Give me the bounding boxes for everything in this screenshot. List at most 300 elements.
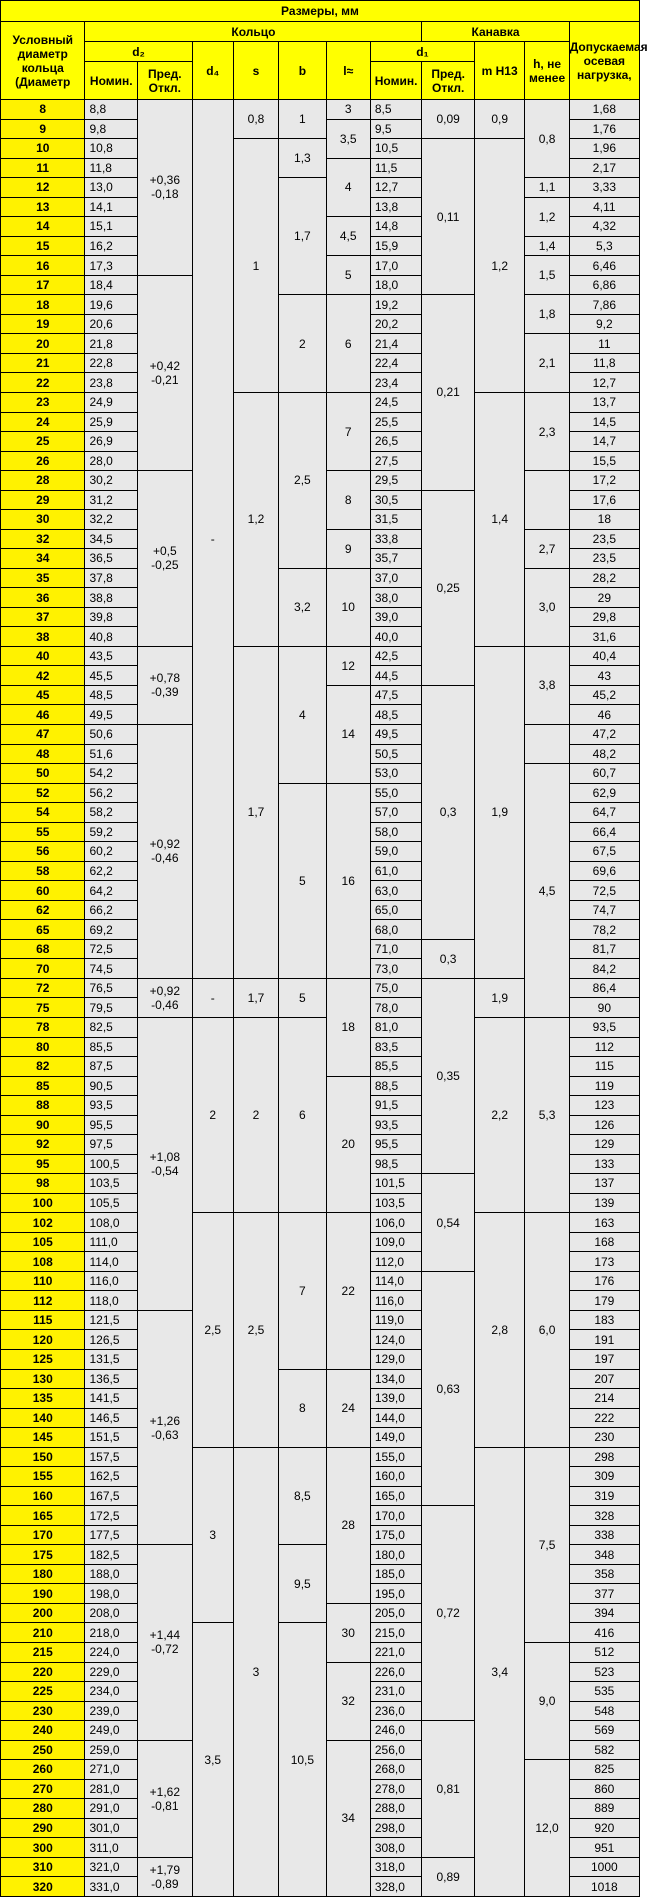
cell-axial-load: 7,86 xyxy=(569,295,639,315)
cell-nominal-diameter: 150 xyxy=(1,1447,85,1467)
cell-nominal-diameter: 125 xyxy=(1,1350,85,1370)
cell-nominal-diameter: 55 xyxy=(1,822,85,842)
cell-d2-nominal: 58,2 xyxy=(85,803,138,823)
cell-d1-nominal: 14,8 xyxy=(370,217,422,237)
header-d1: d₁ xyxy=(370,42,474,62)
cell-nominal-diameter: 80 xyxy=(1,1037,85,1057)
cell-axial-load: 28,2 xyxy=(569,568,639,588)
cell-axial-load: 1018 xyxy=(569,1877,639,1897)
cell-d1-nominal: 53,0 xyxy=(370,764,422,784)
table-row xyxy=(1,295,640,315)
cell-d1-nominal: 58,0 xyxy=(370,822,422,842)
cell-tol-d2: +1,26 -0,63 xyxy=(138,1310,193,1544)
cell-axial-load: 214 xyxy=(569,1389,639,1409)
header-d1-tolerance: Пред. Откл. xyxy=(422,62,475,100)
cell-axial-load: 17,6 xyxy=(569,490,639,510)
cell-nominal-diameter: 220 xyxy=(1,1662,85,1682)
cell-axial-load: 298 xyxy=(569,1447,639,1467)
cell-d1-nominal: 328,0 xyxy=(370,1877,422,1897)
cell-d2-nominal: 51,6 xyxy=(85,744,138,764)
cell-nominal-diameter: 9 xyxy=(1,119,85,139)
cell-axial-load: 173 xyxy=(569,1252,639,1272)
cell-d1-nominal: 19,2 xyxy=(370,295,422,315)
cell-d2-nominal: 9,8 xyxy=(85,119,138,139)
cell-nominal-diameter: 18 xyxy=(1,295,85,315)
cell-d2-nominal: 90,5 xyxy=(85,1076,138,1096)
cell-d1-nominal: 246,0 xyxy=(370,1721,422,1741)
header-groove: Канавка xyxy=(422,22,569,42)
cell-d1-nominal: 12,7 xyxy=(370,178,422,198)
cell-d2-nominal: 72,5 xyxy=(85,939,138,959)
cell-axial-load: 197 xyxy=(569,1350,639,1370)
cell-nominal-diameter: 92 xyxy=(1,1135,85,1155)
cell-l: 8 xyxy=(326,471,370,530)
cell-d4: 3,5 xyxy=(192,1623,233,1896)
cell-d2-nominal: 100,5 xyxy=(85,1154,138,1174)
cell-d1-nominal: 20,2 xyxy=(370,314,422,334)
cell-axial-load: 207 xyxy=(569,1369,639,1389)
cell-b: 2 xyxy=(279,295,326,393)
cell-axial-load: 6,86 xyxy=(569,275,639,295)
cell-d1-nominal: 8,5 xyxy=(370,100,422,120)
cell-nominal-diameter: 28 xyxy=(1,471,85,491)
cell-nominal-diameter: 250 xyxy=(1,1740,85,1760)
cell-d2-nominal: 224,0 xyxy=(85,1642,138,1662)
cell-tol-d1: 0,89 xyxy=(422,1857,475,1896)
cell-axial-load: 14,5 xyxy=(569,412,639,432)
cell-nominal-diameter: 15 xyxy=(1,236,85,256)
cell-nominal-diameter: 70 xyxy=(1,959,85,979)
cell-axial-load: 29,8 xyxy=(569,607,639,627)
cell-h: 1,4 xyxy=(525,236,569,256)
table-row xyxy=(1,568,640,588)
cell-nominal-diameter: 32 xyxy=(1,529,85,549)
cell-d2-nominal: 30,2 xyxy=(85,471,138,491)
header-h: h, не менее xyxy=(525,42,569,100)
cell-nominal-diameter: 42 xyxy=(1,666,85,686)
cell-axial-load: 951 xyxy=(569,1838,639,1858)
cell-m: 2,8 xyxy=(474,1213,524,1447)
cell-d2-nominal: 62,2 xyxy=(85,861,138,881)
cell-d2-nominal: 151,5 xyxy=(85,1428,138,1448)
cell-nominal-diameter: 165 xyxy=(1,1506,85,1526)
cell-s: 2 xyxy=(233,1017,278,1212)
cell-d2-nominal: 105,5 xyxy=(85,1193,138,1213)
cell-nominal-diameter: 140 xyxy=(1,1408,85,1428)
cell-d2-nominal: 281,0 xyxy=(85,1779,138,1799)
cell-d1-nominal: 24,5 xyxy=(370,392,422,412)
cell-d1-nominal: 288,0 xyxy=(370,1799,422,1819)
cell-d1-nominal: 180,0 xyxy=(370,1545,422,1565)
cell-d2-nominal: 126,5 xyxy=(85,1330,138,1350)
cell-d2-nominal: 301,0 xyxy=(85,1818,138,1838)
cell-nominal-diameter: 170 xyxy=(1,1525,85,1545)
cell-d1-nominal: 23,4 xyxy=(370,373,422,393)
cell-l: 4,5 xyxy=(326,217,370,256)
cell-tol-d1: 0,63 xyxy=(422,1271,475,1505)
cell-axial-load: 4,32 xyxy=(569,217,639,237)
cell-nominal-diameter: 12 xyxy=(1,178,85,198)
cell-d2-nominal: 114,0 xyxy=(85,1252,138,1272)
cell-axial-load: 66,4 xyxy=(569,822,639,842)
cell-axial-load: 920 xyxy=(569,1818,639,1838)
cell-axial-load: 74,7 xyxy=(569,900,639,920)
cell-nominal-diameter: 26 xyxy=(1,451,85,471)
cell-l: 12 xyxy=(326,646,370,685)
cell-d4: 2 xyxy=(192,1017,233,1212)
cell-d1-nominal: 13,8 xyxy=(370,197,422,217)
cell-b: 7 xyxy=(279,1213,326,1369)
cell-d2-nominal: 23,8 xyxy=(85,373,138,393)
cell-axial-load: 129 xyxy=(569,1135,639,1155)
cell-d2-nominal: 97,5 xyxy=(85,1135,138,1155)
cell-axial-load: 40,4 xyxy=(569,646,639,666)
cell-d2-nominal: 103,5 xyxy=(85,1174,138,1194)
cell-b: 6 xyxy=(279,1017,326,1212)
cell-axial-load: 126 xyxy=(569,1115,639,1135)
cell-axial-load: 60,7 xyxy=(569,764,639,784)
cell-axial-load: 523 xyxy=(569,1662,639,1682)
cell-d2-nominal: 16,2 xyxy=(85,236,138,256)
cell-d2-nominal: 60,2 xyxy=(85,842,138,862)
cell-d1-nominal: 40,0 xyxy=(370,627,422,647)
cell-d1-nominal: 103,5 xyxy=(370,1193,422,1213)
cell-axial-load: 115 xyxy=(569,1057,639,1077)
cell-l: 6 xyxy=(326,295,370,393)
cell-d2-nominal: 116,0 xyxy=(85,1271,138,1291)
cell-d2-nominal: 66,2 xyxy=(85,900,138,920)
cell-axial-load: 23,5 xyxy=(569,549,639,569)
cell-axial-load: 48,2 xyxy=(569,744,639,764)
cell-axial-load: 31,6 xyxy=(569,627,639,647)
cell-nominal-diameter: 78 xyxy=(1,1017,85,1037)
cell-d1-nominal: 144,0 xyxy=(370,1408,422,1428)
cell-tol-d2: +0,78 -0,39 xyxy=(138,646,193,724)
cell-tol-d1: 0,35 xyxy=(422,978,475,1173)
cell-d1-nominal: 71,0 xyxy=(370,939,422,959)
cell-axial-load: 4,11 xyxy=(569,197,639,217)
cell-d2-nominal: 20,6 xyxy=(85,314,138,334)
cell-b: 5 xyxy=(279,783,326,978)
cell-d2-nominal: 95,5 xyxy=(85,1115,138,1135)
cell-nominal-diameter: 36 xyxy=(1,588,85,608)
cell-d2-nominal: 43,5 xyxy=(85,646,138,666)
header-s: s xyxy=(233,42,278,100)
cell-h xyxy=(525,725,569,764)
cell-d2-nominal: 172,5 xyxy=(85,1506,138,1526)
cell-d4: 2,5 xyxy=(192,1213,233,1447)
cell-tol-d2: +1,62 -0,81 xyxy=(138,1740,193,1857)
cell-tol-d1: 0,25 xyxy=(422,490,475,685)
cell-d1-nominal: 35,7 xyxy=(370,549,422,569)
cell-h: 2,1 xyxy=(525,334,569,393)
cell-axial-load: 183 xyxy=(569,1310,639,1330)
cell-l: 20 xyxy=(326,1076,370,1213)
cell-nominal-diameter: 72 xyxy=(1,978,85,998)
cell-d1-nominal: 68,0 xyxy=(370,920,422,940)
cell-nominal-diameter: 215 xyxy=(1,1642,85,1662)
cell-nominal-diameter: 19 xyxy=(1,314,85,334)
cell-h: 3,0 xyxy=(525,568,569,646)
cell-nominal-diameter: 40 xyxy=(1,646,85,666)
cell-d2-nominal: 69,2 xyxy=(85,920,138,940)
header-d2-tolerance: Пред. Откл. xyxy=(138,62,193,100)
cell-d1-nominal: 61,0 xyxy=(370,861,422,881)
cell-d1-nominal: 49,5 xyxy=(370,725,422,745)
cell-d1-nominal: 170,0 xyxy=(370,1506,422,1526)
cell-axial-load: 569 xyxy=(569,1721,639,1741)
cell-axial-load: 1,76 xyxy=(569,119,639,139)
cell-l: 4 xyxy=(326,158,370,217)
cell-d2-nominal: 79,5 xyxy=(85,998,138,1018)
cell-h: 6,0 xyxy=(525,1213,569,1447)
cell-d2-nominal: 311,0 xyxy=(85,1838,138,1858)
cell-m: 3,4 xyxy=(474,1447,524,1896)
cell-nominal-diameter: 16 xyxy=(1,256,85,276)
cell-d1-nominal: 215,0 xyxy=(370,1623,422,1643)
table-body xyxy=(1,100,640,1897)
cell-d2-nominal: 234,0 xyxy=(85,1682,138,1702)
cell-nominal-diameter: 13 xyxy=(1,197,85,217)
cell-nominal-diameter: 145 xyxy=(1,1428,85,1448)
cell-b: 8,5 xyxy=(279,1447,326,1545)
cell-h: 12,0 xyxy=(525,1760,569,1897)
cell-nominal-diameter: 35 xyxy=(1,568,85,588)
cell-d2-nominal: 249,0 xyxy=(85,1721,138,1741)
cell-axial-load: 1000 xyxy=(569,1857,639,1877)
cell-d2-nominal: 38,8 xyxy=(85,588,138,608)
cell-axial-load: 72,5 xyxy=(569,881,639,901)
cell-tol-d1: 0,11 xyxy=(422,139,475,295)
cell-nominal-diameter: 135 xyxy=(1,1389,85,1409)
cell-d1-nominal: 50,5 xyxy=(370,744,422,764)
cell-tol-d1: 0,09 xyxy=(422,100,475,139)
cell-tol-d1: 0,81 xyxy=(422,1721,475,1858)
cell-b: 4 xyxy=(279,646,326,783)
cell-l: 32 xyxy=(326,1662,370,1740)
header-diameter: Условный диаметр кольца (Диаметр xyxy=(1,22,85,100)
cell-d2-nominal: 17,3 xyxy=(85,256,138,276)
table-row xyxy=(1,1017,640,1037)
cell-l: 9 xyxy=(326,529,370,568)
cell-s: 0,8 xyxy=(233,100,278,139)
cell-d2-nominal: 162,5 xyxy=(85,1467,138,1487)
cell-axial-load: 338 xyxy=(569,1525,639,1545)
cell-d1-nominal: 195,0 xyxy=(370,1584,422,1604)
cell-tol-d1: 0,54 xyxy=(422,1174,475,1272)
cell-d1-nominal: 95,5 xyxy=(370,1135,422,1155)
cell-h: 2,7 xyxy=(525,529,569,568)
cell-d2-nominal: 146,5 xyxy=(85,1408,138,1428)
cell-nominal-diameter: 88 xyxy=(1,1096,85,1116)
cell-d4: - xyxy=(192,100,233,979)
cell-d1-nominal: 78,0 xyxy=(370,998,422,1018)
table-row xyxy=(1,1213,640,1233)
header-m: m H13 xyxy=(474,42,524,100)
header-d4: d₄ xyxy=(192,42,233,100)
header-d1-nominal: Номин. xyxy=(370,62,422,100)
cell-axial-load: 45,2 xyxy=(569,685,639,705)
cell-h: 9,0 xyxy=(525,1642,569,1759)
cell-b: 10,5 xyxy=(279,1623,326,1896)
header-d2-nominal: Номин. xyxy=(85,62,138,100)
header-d2: d₂ xyxy=(85,42,192,62)
cell-nominal-diameter: 45 xyxy=(1,685,85,705)
cell-d2-nominal: 177,5 xyxy=(85,1525,138,1545)
cell-axial-load: 191 xyxy=(569,1330,639,1350)
cell-nominal-diameter: 290 xyxy=(1,1818,85,1838)
cell-axial-load: 13,7 xyxy=(569,392,639,412)
cell-axial-load: 23,5 xyxy=(569,529,639,549)
cell-axial-load: 12,7 xyxy=(569,373,639,393)
cell-d4: - xyxy=(192,978,233,1017)
cell-m: 1,9 xyxy=(474,646,524,978)
cell-axial-load: 112 xyxy=(569,1037,639,1057)
cell-d1-nominal: 55,0 xyxy=(370,783,422,803)
cell-nominal-diameter: 50 xyxy=(1,764,85,784)
cell-tol-d1: 0,3 xyxy=(422,685,475,939)
cell-b: 1 xyxy=(279,100,326,139)
cell-axial-load: 230 xyxy=(569,1428,639,1448)
cell-d1-nominal: 226,0 xyxy=(370,1662,422,1682)
table-title: Размеры, мм xyxy=(1,1,640,22)
cell-d1-nominal: 205,0 xyxy=(370,1603,422,1623)
cell-l: 7 xyxy=(326,392,370,470)
cell-nominal-diameter: 110 xyxy=(1,1271,85,1291)
cell-nominal-diameter: 108 xyxy=(1,1252,85,1272)
cell-d2-nominal: 131,5 xyxy=(85,1350,138,1370)
cell-d1-nominal: 98,5 xyxy=(370,1154,422,1174)
cell-axial-load: 9,2 xyxy=(569,314,639,334)
cell-axial-load: 18 xyxy=(569,510,639,530)
cell-axial-load: 139 xyxy=(569,1193,639,1213)
cell-d1-nominal: 42,5 xyxy=(370,646,422,666)
cell-axial-load: 176 xyxy=(569,1271,639,1291)
cell-d1-nominal: 21,4 xyxy=(370,334,422,354)
cell-axial-load: 309 xyxy=(569,1467,639,1487)
cell-d1-nominal: 57,0 xyxy=(370,803,422,823)
cell-nominal-diameter: 98 xyxy=(1,1174,85,1194)
cell-d2-nominal: 39,8 xyxy=(85,607,138,627)
cell-d1-nominal: 236,0 xyxy=(370,1701,422,1721)
cell-axial-load: 17,2 xyxy=(569,471,639,491)
cell-nominal-diameter: 46 xyxy=(1,705,85,725)
cell-axial-load: 3,33 xyxy=(569,178,639,198)
cell-d1-nominal: 10,5 xyxy=(370,139,422,159)
cell-axial-load: 93,5 xyxy=(569,1017,639,1037)
cell-tol-d2: +1,44 -0,72 xyxy=(138,1545,193,1740)
cell-tol-d2: +0,92 -0,46 xyxy=(138,725,193,979)
cell-d2-nominal: 111,0 xyxy=(85,1232,138,1252)
cell-s: 1,2 xyxy=(233,392,278,646)
cell-nominal-diameter: 8 xyxy=(1,100,85,120)
cell-nominal-diameter: 120 xyxy=(1,1330,85,1350)
cell-axial-load: 6,46 xyxy=(569,256,639,276)
cell-axial-load: 119 xyxy=(569,1076,639,1096)
cell-tol-d1: 0,72 xyxy=(422,1506,475,1721)
cell-d1-nominal: 298,0 xyxy=(370,1818,422,1838)
cell-l: 3,5 xyxy=(326,119,370,158)
cell-d1-nominal: 29,5 xyxy=(370,471,422,491)
cell-tol-d1: 0,21 xyxy=(422,295,475,490)
cell-d1-nominal: 18,0 xyxy=(370,275,422,295)
cell-nominal-diameter: 30 xyxy=(1,510,85,530)
cell-d2-nominal: 37,8 xyxy=(85,568,138,588)
cell-axial-load: 133 xyxy=(569,1154,639,1174)
cell-b: 8 xyxy=(279,1369,326,1447)
cell-d1-nominal: 65,0 xyxy=(370,900,422,920)
cell-d2-nominal: 49,5 xyxy=(85,705,138,725)
cell-nominal-diameter: 280 xyxy=(1,1799,85,1819)
cell-d2-nominal: 26,9 xyxy=(85,432,138,452)
cell-d1-nominal: 83,5 xyxy=(370,1037,422,1057)
cell-h: 4,5 xyxy=(525,764,569,1018)
cell-d1-nominal: 318,0 xyxy=(370,1857,422,1877)
cell-nominal-diameter: 23 xyxy=(1,392,85,412)
cell-d1-nominal: 129,0 xyxy=(370,1350,422,1370)
cell-d2-nominal: 64,2 xyxy=(85,881,138,901)
cell-h: 1,1 xyxy=(525,178,569,198)
cell-d1-nominal: 134,0 xyxy=(370,1369,422,1389)
cell-d2-nominal: 218,0 xyxy=(85,1623,138,1643)
cell-d2-nominal: 157,5 xyxy=(85,1447,138,1467)
table-row xyxy=(1,100,640,120)
cell-d2-nominal: 19,6 xyxy=(85,295,138,315)
cell-h: 3,8 xyxy=(525,646,569,724)
cell-tol-d2: +0,42 -0,21 xyxy=(138,275,193,470)
cell-axial-load: 2,17 xyxy=(569,158,639,178)
cell-l: 3 xyxy=(326,100,370,120)
cell-s: 1,7 xyxy=(233,978,278,1017)
cell-b: 3,2 xyxy=(279,568,326,646)
cell-l: 10 xyxy=(326,568,370,646)
cell-d2-nominal: 239,0 xyxy=(85,1701,138,1721)
cell-axial-load: 81,7 xyxy=(569,939,639,959)
cell-d1-nominal: 11,5 xyxy=(370,158,422,178)
cell-d2-nominal: 259,0 xyxy=(85,1740,138,1760)
cell-nominal-diameter: 300 xyxy=(1,1838,85,1858)
cell-nominal-diameter: 100 xyxy=(1,1193,85,1213)
cell-d2-nominal: 31,2 xyxy=(85,490,138,510)
cell-nominal-diameter: 240 xyxy=(1,1721,85,1741)
cell-d1-nominal: 116,0 xyxy=(370,1291,422,1311)
table-row xyxy=(1,1447,640,1467)
cell-d1-nominal: 124,0 xyxy=(370,1330,422,1350)
cell-nominal-diameter: 160 xyxy=(1,1486,85,1506)
cell-nominal-diameter: 90 xyxy=(1,1115,85,1135)
cell-d2-nominal: 48,5 xyxy=(85,685,138,705)
cell-d1-nominal: 31,5 xyxy=(370,510,422,530)
cell-m: 2,2 xyxy=(474,1017,524,1212)
cell-d1-nominal: 17,0 xyxy=(370,256,422,276)
cell-nominal-diameter: 25 xyxy=(1,432,85,452)
cell-nominal-diameter: 47 xyxy=(1,725,85,745)
cell-nominal-diameter: 54 xyxy=(1,803,85,823)
cell-axial-load: 1,96 xyxy=(569,139,639,159)
cell-nominal-diameter: 155 xyxy=(1,1467,85,1487)
cell-tol-d2: +1,08 -0,54 xyxy=(138,1017,193,1310)
cell-m: 0,9 xyxy=(474,100,524,139)
cell-d2-nominal: 22,8 xyxy=(85,353,138,373)
cell-m: 1,2 xyxy=(474,139,524,393)
cell-nominal-diameter: 38 xyxy=(1,627,85,647)
cell-m: 1,9 xyxy=(474,978,524,1017)
cell-d2-nominal: 108,0 xyxy=(85,1213,138,1233)
cell-d2-nominal: 8,8 xyxy=(85,100,138,120)
cell-d2-nominal: 87,5 xyxy=(85,1057,138,1077)
cell-d1-nominal: 26,5 xyxy=(370,432,422,452)
cell-d2-nominal: 85,5 xyxy=(85,1037,138,1057)
